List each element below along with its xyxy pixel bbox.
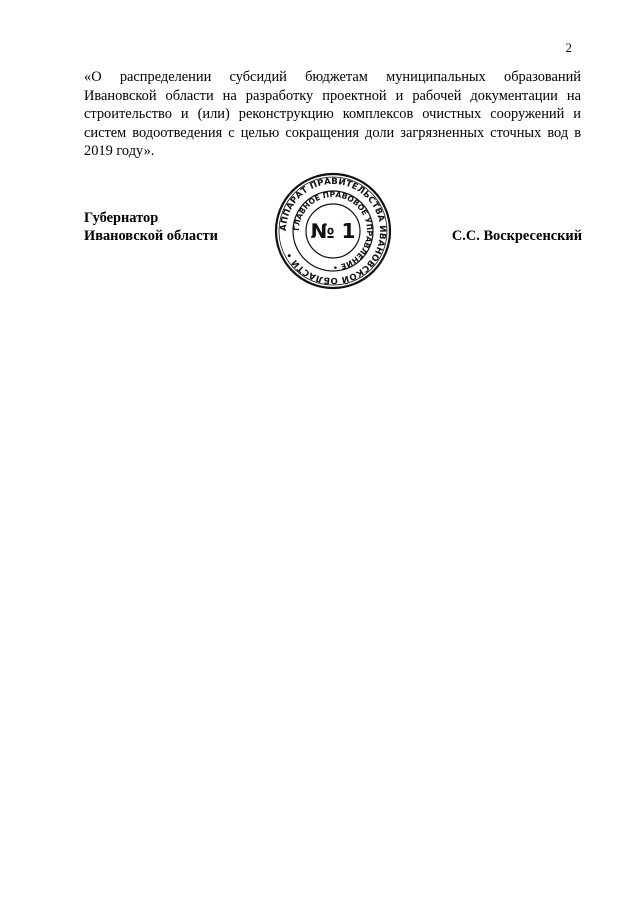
page-number: 2 <box>565 40 572 55</box>
signatory-title-line-1: Губернатор <box>84 210 159 226</box>
signatory-name: С.С. Воскресенский <box>451 228 582 244</box>
signatory-title-line-2: Ивановской области <box>84 228 218 245</box>
seal-center-text: № 1 <box>310 219 356 243</box>
signatory-title <box>84 209 218 245</box>
seal-inner-text: ГЛАВНОЕ ПРАВОВОЕ УПРАВЛЕНИЕ • <box>291 189 375 273</box>
body-paragraph: «О распределении субсидий бюджетам муниципальных образований Ивановской области на разработку проектной и рабочей документации на строительство и (или) реконструкцию комплексов очистных сооружений и систем водоотведения с целью сокращения доли загрязненных сточных вод в 2019 году». <box>84 69 581 160</box>
official-seal <box>273 171 393 291</box>
seal-outer-text: АППАРАТ ПРАВИТЕЛЬСТВА ИВАНОВСКОЙ ОБЛАСТИ • <box>278 176 388 286</box>
seal-graphic <box>273 171 393 291</box>
